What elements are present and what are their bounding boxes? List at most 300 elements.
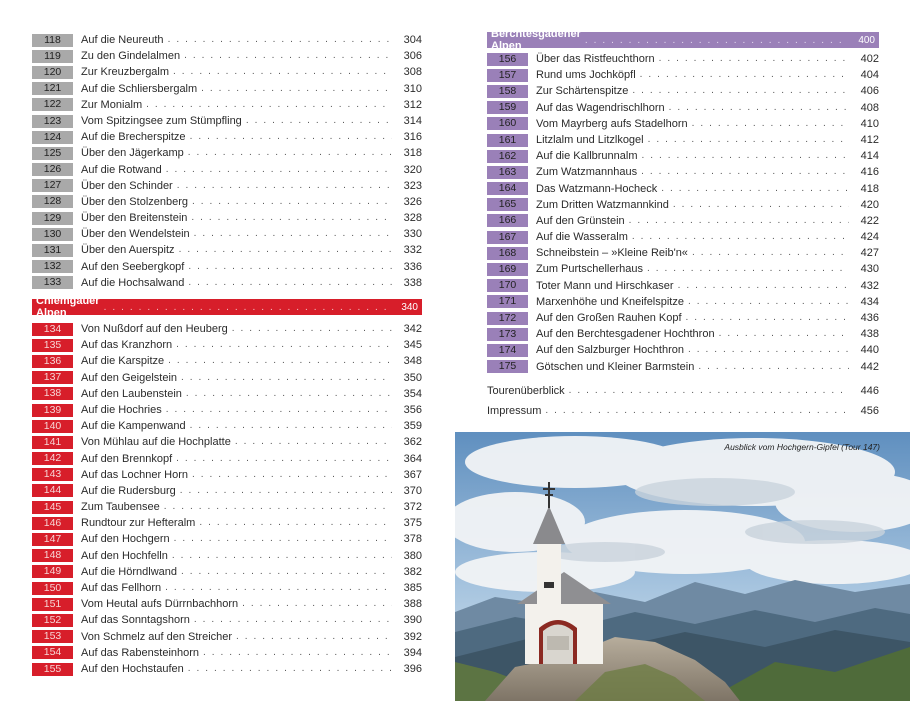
entry-title: Auf das Lochner Horn — [81, 468, 189, 481]
entry-title: Über den Auerspitz — [81, 244, 175, 257]
entry-page: 336 — [403, 260, 422, 273]
toc-entry[interactable] — [487, 116, 879, 132]
toc-entry[interactable] — [32, 499, 422, 515]
entry-title: Litzlalm und Litzlkogel — [536, 133, 644, 146]
entry-page: 436 — [860, 312, 879, 324]
entry-title: Rundtour zur Hefteralm — [81, 517, 196, 530]
tour-number-badge: 143 — [32, 468, 73, 481]
entry-page: 438 — [860, 328, 879, 341]
entry-title: Auf den Hochgern — [81, 533, 170, 546]
entry-title: Zur Schärtenspitze — [536, 85, 629, 98]
photo-caption: Ausblick vom Hochgern-Gipfel (Tour 147) — [724, 442, 880, 452]
leader-dots — [648, 132, 849, 148]
entry-page: 412 — [860, 133, 879, 146]
leader-dots — [104, 302, 388, 313]
leader-dots — [180, 483, 392, 499]
entry-page: 356 — [403, 403, 422, 416]
entry-page: 372 — [403, 501, 422, 514]
entry-title: Auf die Neureuth — [81, 34, 164, 46]
entry-page: 392 — [403, 630, 422, 643]
tour-number-badge: 122 — [32, 98, 73, 111]
toc-entry[interactable] — [32, 451, 422, 467]
entry-page: 320 — [403, 163, 422, 176]
entry-title: Auf die Brecherspitze — [81, 131, 186, 144]
entry-page: 314 — [403, 114, 422, 127]
leader-dots — [181, 370, 392, 386]
entry-page: 380 — [403, 549, 422, 562]
tour-number-badge: 123 — [32, 115, 73, 128]
tour-number-badge: 175 — [487, 360, 528, 373]
tour-number-badge: 132 — [32, 260, 73, 273]
toc-entry[interactable] — [487, 294, 879, 310]
tour-number-badge: 120 — [32, 66, 73, 79]
leader-dots — [192, 467, 392, 483]
entry-page: 326 — [403, 195, 422, 208]
leader-dots — [168, 32, 392, 48]
leader-dots — [673, 197, 849, 213]
tour-number-badge: 157 — [487, 69, 528, 82]
tour-number-badge: 170 — [487, 279, 528, 292]
leader-dots — [146, 97, 392, 113]
toc-list-berchtesgaden — [487, 51, 879, 375]
entry-title: Auf das Fellhorn — [81, 582, 162, 594]
entry-title: Zur Monialm — [81, 98, 143, 111]
tour-number-badge: 128 — [32, 195, 73, 208]
entry-page: 430 — [860, 263, 879, 276]
tour-number-badge: 136 — [32, 355, 73, 368]
entry-title: Auf die Kampenwand — [81, 420, 186, 433]
tour-number-badge: 140 — [32, 420, 73, 433]
entry-page: 304 — [403, 34, 422, 46]
tour-number-badge: 160 — [487, 117, 528, 130]
leader-dots — [692, 245, 849, 261]
entry-page: 388 — [403, 598, 422, 611]
entry-title: Auf die Kallbrunnalm — [536, 150, 638, 163]
toc-entry[interactable] — [487, 261, 879, 277]
toc-entry[interactable] — [32, 48, 422, 64]
leader-dots — [173, 64, 392, 80]
section-header-berchtesgaden[interactable] — [487, 28, 879, 52]
entry-page: 332 — [403, 244, 422, 257]
leader-dots — [632, 229, 849, 245]
leader-dots — [688, 294, 849, 310]
toc-entry[interactable] — [32, 321, 422, 337]
entry-title: Götschen und Kleiner Barmstein — [536, 360, 695, 373]
entry-page: 306 — [403, 50, 422, 63]
toc-entry[interactable] — [487, 229, 879, 245]
tour-number-badge: 162 — [487, 150, 528, 163]
clouds — [455, 436, 910, 592]
entry-page: 390 — [403, 614, 422, 627]
entry-page: 359 — [403, 420, 422, 433]
leader-dots — [188, 259, 392, 275]
leader-dots — [188, 145, 392, 161]
toc-entry[interactable] — [487, 181, 879, 197]
entry-title: Auf den Laubenstein — [81, 387, 182, 400]
leader-dots — [242, 596, 392, 612]
toc-entry[interactable] — [487, 100, 879, 116]
entry-page: 406 — [860, 85, 879, 98]
entry-title: Auf den Geigelstein — [81, 371, 178, 384]
tour-number-badge: 137 — [32, 371, 73, 384]
section-title: Berchtesgadener Alpen — [491, 28, 581, 52]
toc-entry[interactable] — [32, 370, 422, 386]
entry-page: 394 — [403, 646, 422, 659]
toc-entry[interactable] — [32, 580, 422, 596]
entry-page: 330 — [403, 228, 422, 241]
entry-page: 427 — [860, 247, 879, 260]
tour-number-badge: 166 — [487, 214, 528, 227]
leader-dots — [194, 612, 392, 628]
tour-number-badge: 159 — [487, 101, 528, 114]
tour-number-badge: 118 — [32, 34, 73, 47]
entry-title: Zum Taubensee — [81, 501, 160, 514]
tour-number-badge: 125 — [32, 147, 73, 160]
entry-title: Über den Schinder — [81, 179, 173, 192]
tour-number-badge: 124 — [32, 131, 73, 144]
toc-entry[interactable] — [487, 67, 879, 83]
section-page: 400 — [858, 34, 875, 46]
leader-dots — [585, 35, 845, 46]
entry-title: Über das Ristfeuchthorn — [536, 53, 655, 65]
leader-dots — [232, 321, 392, 337]
tour-number-badge: 155 — [32, 663, 73, 676]
tour-number-badge: 172 — [487, 312, 528, 325]
entry-page: 442 — [860, 360, 879, 373]
tour-number-badge: 142 — [32, 452, 73, 465]
entry-title: Auf das Kranzhorn — [81, 339, 173, 352]
tour-number-badge: 133 — [32, 276, 73, 289]
tour-number-badge: 164 — [487, 182, 528, 195]
toc-entry[interactable] — [32, 612, 422, 628]
entry-page: 345 — [403, 339, 422, 352]
toc-entry[interactable] — [32, 531, 422, 547]
entry-title: Vom Heutal aufs Dürrnbachhorn — [81, 598, 239, 611]
tour-number-badge: 119 — [32, 50, 73, 63]
entry-page: 378 — [403, 533, 422, 546]
entry-page: 318 — [403, 147, 422, 160]
section-page: 340 — [401, 301, 418, 313]
tour-number-badge: 129 — [32, 212, 73, 225]
entry-page: 422 — [860, 214, 879, 227]
leader-dots — [629, 213, 849, 229]
toc-entry[interactable] — [32, 661, 422, 677]
entry-title: Auf das Sonntagshorn — [81, 614, 190, 627]
toc-entry[interactable] — [32, 402, 422, 418]
entry-title: Auf die Karspitze — [81, 355, 165, 368]
entry-title: Zum Purtschellerhaus — [536, 263, 643, 276]
toc-entry[interactable] — [32, 386, 422, 402]
leader-dots — [184, 48, 392, 64]
entry-title: Auf die Rudersburg — [81, 484, 176, 497]
toc-entry[interactable] — [487, 83, 879, 99]
toc-entry[interactable] — [32, 64, 422, 80]
tour-number-badge: 139 — [32, 404, 73, 417]
entry-title: Auf den Salzburger Hochthron — [536, 344, 684, 357]
leader-dots — [174, 531, 392, 547]
tour-number-badge: 151 — [32, 598, 73, 611]
tour-number-badge: 138 — [32, 387, 73, 400]
entry-title: Marxenhöhe und Kneifelspitze — [536, 295, 684, 308]
toc-right-column — [487, 28, 879, 421]
entry-title: Impressum — [487, 404, 542, 417]
toc-entry[interactable] — [32, 242, 422, 258]
toc-entry[interactable] — [32, 353, 422, 369]
entry-title: Auf die Hörndlwand — [81, 565, 178, 578]
toc-entry-tourenueberblick[interactable] — [487, 381, 879, 401]
leader-dots — [686, 310, 849, 326]
toc-entry[interactable] — [487, 326, 879, 342]
leader-dots — [164, 499, 392, 515]
entry-page: 308 — [403, 66, 422, 79]
leader-dots — [235, 434, 392, 450]
tour-number-badge: 141 — [32, 436, 73, 449]
leader-dots — [168, 353, 392, 369]
tour-number-badge: 174 — [487, 344, 528, 357]
leader-dots — [188, 275, 392, 291]
leader-dots — [569, 385, 849, 396]
toc-entry[interactable] — [487, 245, 879, 261]
leader-dots — [719, 326, 849, 342]
tour-number-badge: 135 — [32, 339, 73, 352]
leader-dots — [698, 359, 849, 375]
entry-page: 364 — [403, 452, 422, 465]
entry-title: Auf den Hochstaufen — [81, 662, 184, 675]
entry-page: 375 — [403, 517, 422, 530]
toc-entry[interactable] — [32, 434, 422, 450]
leader-dots — [165, 580, 392, 596]
toc-entry[interactable] — [32, 226, 422, 242]
entry-page: 440 — [860, 344, 879, 357]
leader-dots — [172, 548, 392, 564]
leader-dots — [176, 451, 392, 467]
toc-entry[interactable] — [32, 178, 422, 194]
entry-title: Rund ums Jochköpfl — [536, 69, 636, 82]
leader-dots — [194, 226, 392, 242]
leader-dots — [545, 405, 849, 416]
entry-page: 402 — [860, 53, 879, 65]
leader-dots — [191, 210, 392, 226]
toc-list-chiemgau — [32, 321, 422, 677]
leader-dots — [188, 661, 392, 677]
toc-entry[interactable] — [32, 548, 422, 564]
entry-page: 338 — [403, 276, 422, 289]
entry-page: 414 — [860, 150, 879, 163]
tour-number-badge: 126 — [32, 163, 73, 176]
tour-number-badge: 167 — [487, 231, 528, 244]
tour-number-badge: 163 — [487, 166, 528, 179]
entry-title: Von Nußdorf auf den Heuberg — [81, 323, 228, 335]
leader-dots — [661, 181, 849, 197]
leader-dots — [678, 278, 849, 294]
leader-dots — [632, 83, 849, 99]
entry-title: Auf die Wasseralm — [536, 231, 628, 244]
toc-entry[interactable] — [32, 145, 422, 161]
leader-dots — [166, 162, 392, 178]
tour-number-badge: 144 — [32, 484, 73, 497]
leader-dots — [190, 129, 392, 145]
toc-entry[interactable] — [32, 210, 422, 226]
entry-title: Auf die Hochsalwand — [81, 276, 185, 289]
leader-dots — [199, 515, 392, 531]
entry-page: 410 — [860, 117, 879, 130]
leader-dots — [166, 402, 392, 418]
section-header-chiemgau[interactable] — [32, 295, 422, 319]
tour-number-badge: 127 — [32, 179, 73, 192]
entry-title: Auf das Wagendrischlhorn — [536, 101, 665, 114]
entry-title: Schneibstein – »Kleine Reib'n« — [536, 247, 688, 260]
mountain-chapel-illustration — [455, 432, 910, 701]
entry-page: 416 — [860, 166, 879, 179]
entry-page: 354 — [403, 387, 422, 400]
entry-page: 328 — [403, 212, 422, 225]
toc-entry[interactable] — [487, 342, 879, 358]
entry-title: Auf das Rabensteinhorn — [81, 646, 200, 659]
entry-title: Toter Mann und Hirschkaser — [536, 279, 674, 292]
entry-title: Zu den Gindelalmen — [81, 50, 181, 63]
entry-page: 456 — [860, 404, 879, 417]
entry-title: Über den Stolzenberg — [81, 195, 189, 208]
entry-title: Auf den Großen Rauhen Kopf — [536, 312, 682, 324]
leader-dots — [647, 261, 849, 277]
toc-left-column — [32, 32, 422, 677]
toc-entry[interactable] — [32, 97, 422, 113]
tour-number-badge: 165 — [487, 198, 528, 211]
tour-number-badge: 173 — [487, 328, 528, 341]
entry-page: 424 — [860, 231, 879, 244]
leader-dots — [181, 564, 392, 580]
toc-entry[interactable] — [487, 310, 879, 326]
toc-entry[interactable] — [32, 645, 422, 661]
toc-entry[interactable] — [32, 275, 422, 291]
tour-number-badge: 161 — [487, 134, 528, 147]
entry-page: 404 — [860, 69, 879, 82]
entry-title: Zum Watzmannhaus — [536, 166, 638, 179]
entry-title: Auf den Grünstein — [536, 214, 625, 227]
leader-dots — [641, 164, 849, 180]
leader-dots — [201, 81, 392, 97]
tour-number-badge: 130 — [32, 228, 73, 241]
toc-list-tegernsee — [32, 32, 422, 291]
toc-entry[interactable] — [32, 129, 422, 145]
entry-page: 418 — [860, 182, 879, 195]
leader-dots — [642, 148, 849, 164]
toc-entry[interactable] — [32, 596, 422, 612]
entry-page: 396 — [403, 662, 422, 675]
tour-number-badge: 148 — [32, 549, 73, 562]
entry-title: Von Schmelz auf den Streicher — [81, 630, 233, 643]
entry-title: Vom Spitzingsee zum Stümpfling — [81, 114, 242, 127]
toc-entry[interactable] — [32, 564, 422, 580]
entry-title: Auf den Berchtesgadener Hochthron — [536, 328, 715, 341]
entry-title: Tourenüberblick — [487, 384, 565, 397]
leader-dots — [203, 645, 392, 661]
toc-entry-impressum[interactable] — [487, 401, 879, 421]
tour-number-badge: 147 — [32, 533, 73, 546]
tour-number-badge: 149 — [32, 565, 73, 578]
toc-entry[interactable] — [487, 359, 879, 375]
entry-title: Vom Mayrberg aufs Stadelhorn — [536, 117, 688, 130]
toc-entry[interactable] — [32, 32, 422, 48]
toc-entry[interactable] — [32, 418, 422, 434]
tour-number-badge: 131 — [32, 244, 73, 257]
tour-number-badge: 134 — [32, 323, 73, 336]
entry-title: Auf den Brennkopf — [81, 452, 173, 465]
tour-number-badge: 146 — [32, 517, 73, 530]
toc-entry[interactable] — [32, 259, 422, 275]
toc-entry[interactable] — [487, 278, 879, 294]
toc-entry[interactable] — [32, 162, 422, 178]
tour-number-badge: 145 — [32, 501, 73, 514]
tour-number-badge: 153 — [32, 630, 73, 643]
toc-entry[interactable] — [487, 51, 879, 67]
entry-title: Zur Kreuzbergalm — [81, 66, 170, 79]
tour-number-badge: 150 — [32, 582, 73, 595]
tour-number-badge: 121 — [32, 82, 73, 95]
toc-entry[interactable] — [32, 483, 422, 499]
leader-dots — [688, 342, 849, 358]
entry-page: 432 — [860, 279, 879, 292]
leader-dots — [692, 116, 849, 132]
entry-page: 316 — [403, 131, 422, 144]
entry-page: 408 — [860, 101, 879, 114]
leader-dots — [669, 100, 849, 116]
entry-page: 362 — [403, 436, 422, 449]
tour-number-badge: 169 — [487, 263, 528, 276]
toc-entry[interactable] — [32, 629, 422, 645]
toc-entry[interactable] — [487, 164, 879, 180]
leader-dots — [179, 242, 392, 258]
entry-title: Über den Jägerkamp — [81, 147, 184, 160]
tour-number-badge: 158 — [487, 85, 528, 98]
toc-entry[interactable] — [487, 132, 879, 148]
entry-page: 446 — [860, 384, 879, 397]
leader-dots — [659, 51, 849, 67]
entry-page: 342 — [403, 323, 422, 335]
toc-entry[interactable] — [487, 148, 879, 164]
toc-entry[interactable] — [32, 515, 422, 531]
entry-page: 310 — [403, 82, 422, 95]
toc-entry[interactable] — [32, 81, 422, 97]
leader-dots — [177, 178, 392, 194]
entry-page: 370 — [403, 484, 422, 497]
entry-page: 367 — [403, 468, 422, 481]
entry-title: Über den Wendelstein — [81, 228, 190, 241]
toc-entry[interactable] — [32, 467, 422, 483]
toc-entry[interactable] — [487, 197, 879, 213]
tour-number-badge: 152 — [32, 614, 73, 627]
toc-entry[interactable] — [487, 213, 879, 229]
leader-dots — [186, 386, 392, 402]
entry-page: 420 — [860, 198, 879, 211]
entry-title: Auf die Rotwand — [81, 163, 162, 176]
entry-page: 382 — [403, 565, 422, 578]
entry-title: Auf die Hochries — [81, 403, 162, 416]
toc-entry[interactable] — [32, 194, 422, 210]
tour-number-badge: 168 — [487, 247, 528, 260]
toc-entry[interactable] — [32, 113, 422, 129]
entry-title: Auf den Hochfelln — [81, 549, 168, 562]
entry-page: 348 — [403, 355, 422, 368]
chapel-photo — [455, 432, 910, 701]
entry-title: Von Mühlau auf die Hochplatte — [81, 436, 231, 449]
entry-page: 350 — [403, 371, 422, 384]
leader-dots — [640, 67, 849, 83]
entry-page: 385 — [403, 582, 422, 594]
toc-entry[interactable] — [32, 337, 422, 353]
section-title: Chiemgauer Alpen — [36, 295, 100, 319]
tour-number-badge: 154 — [32, 646, 73, 659]
